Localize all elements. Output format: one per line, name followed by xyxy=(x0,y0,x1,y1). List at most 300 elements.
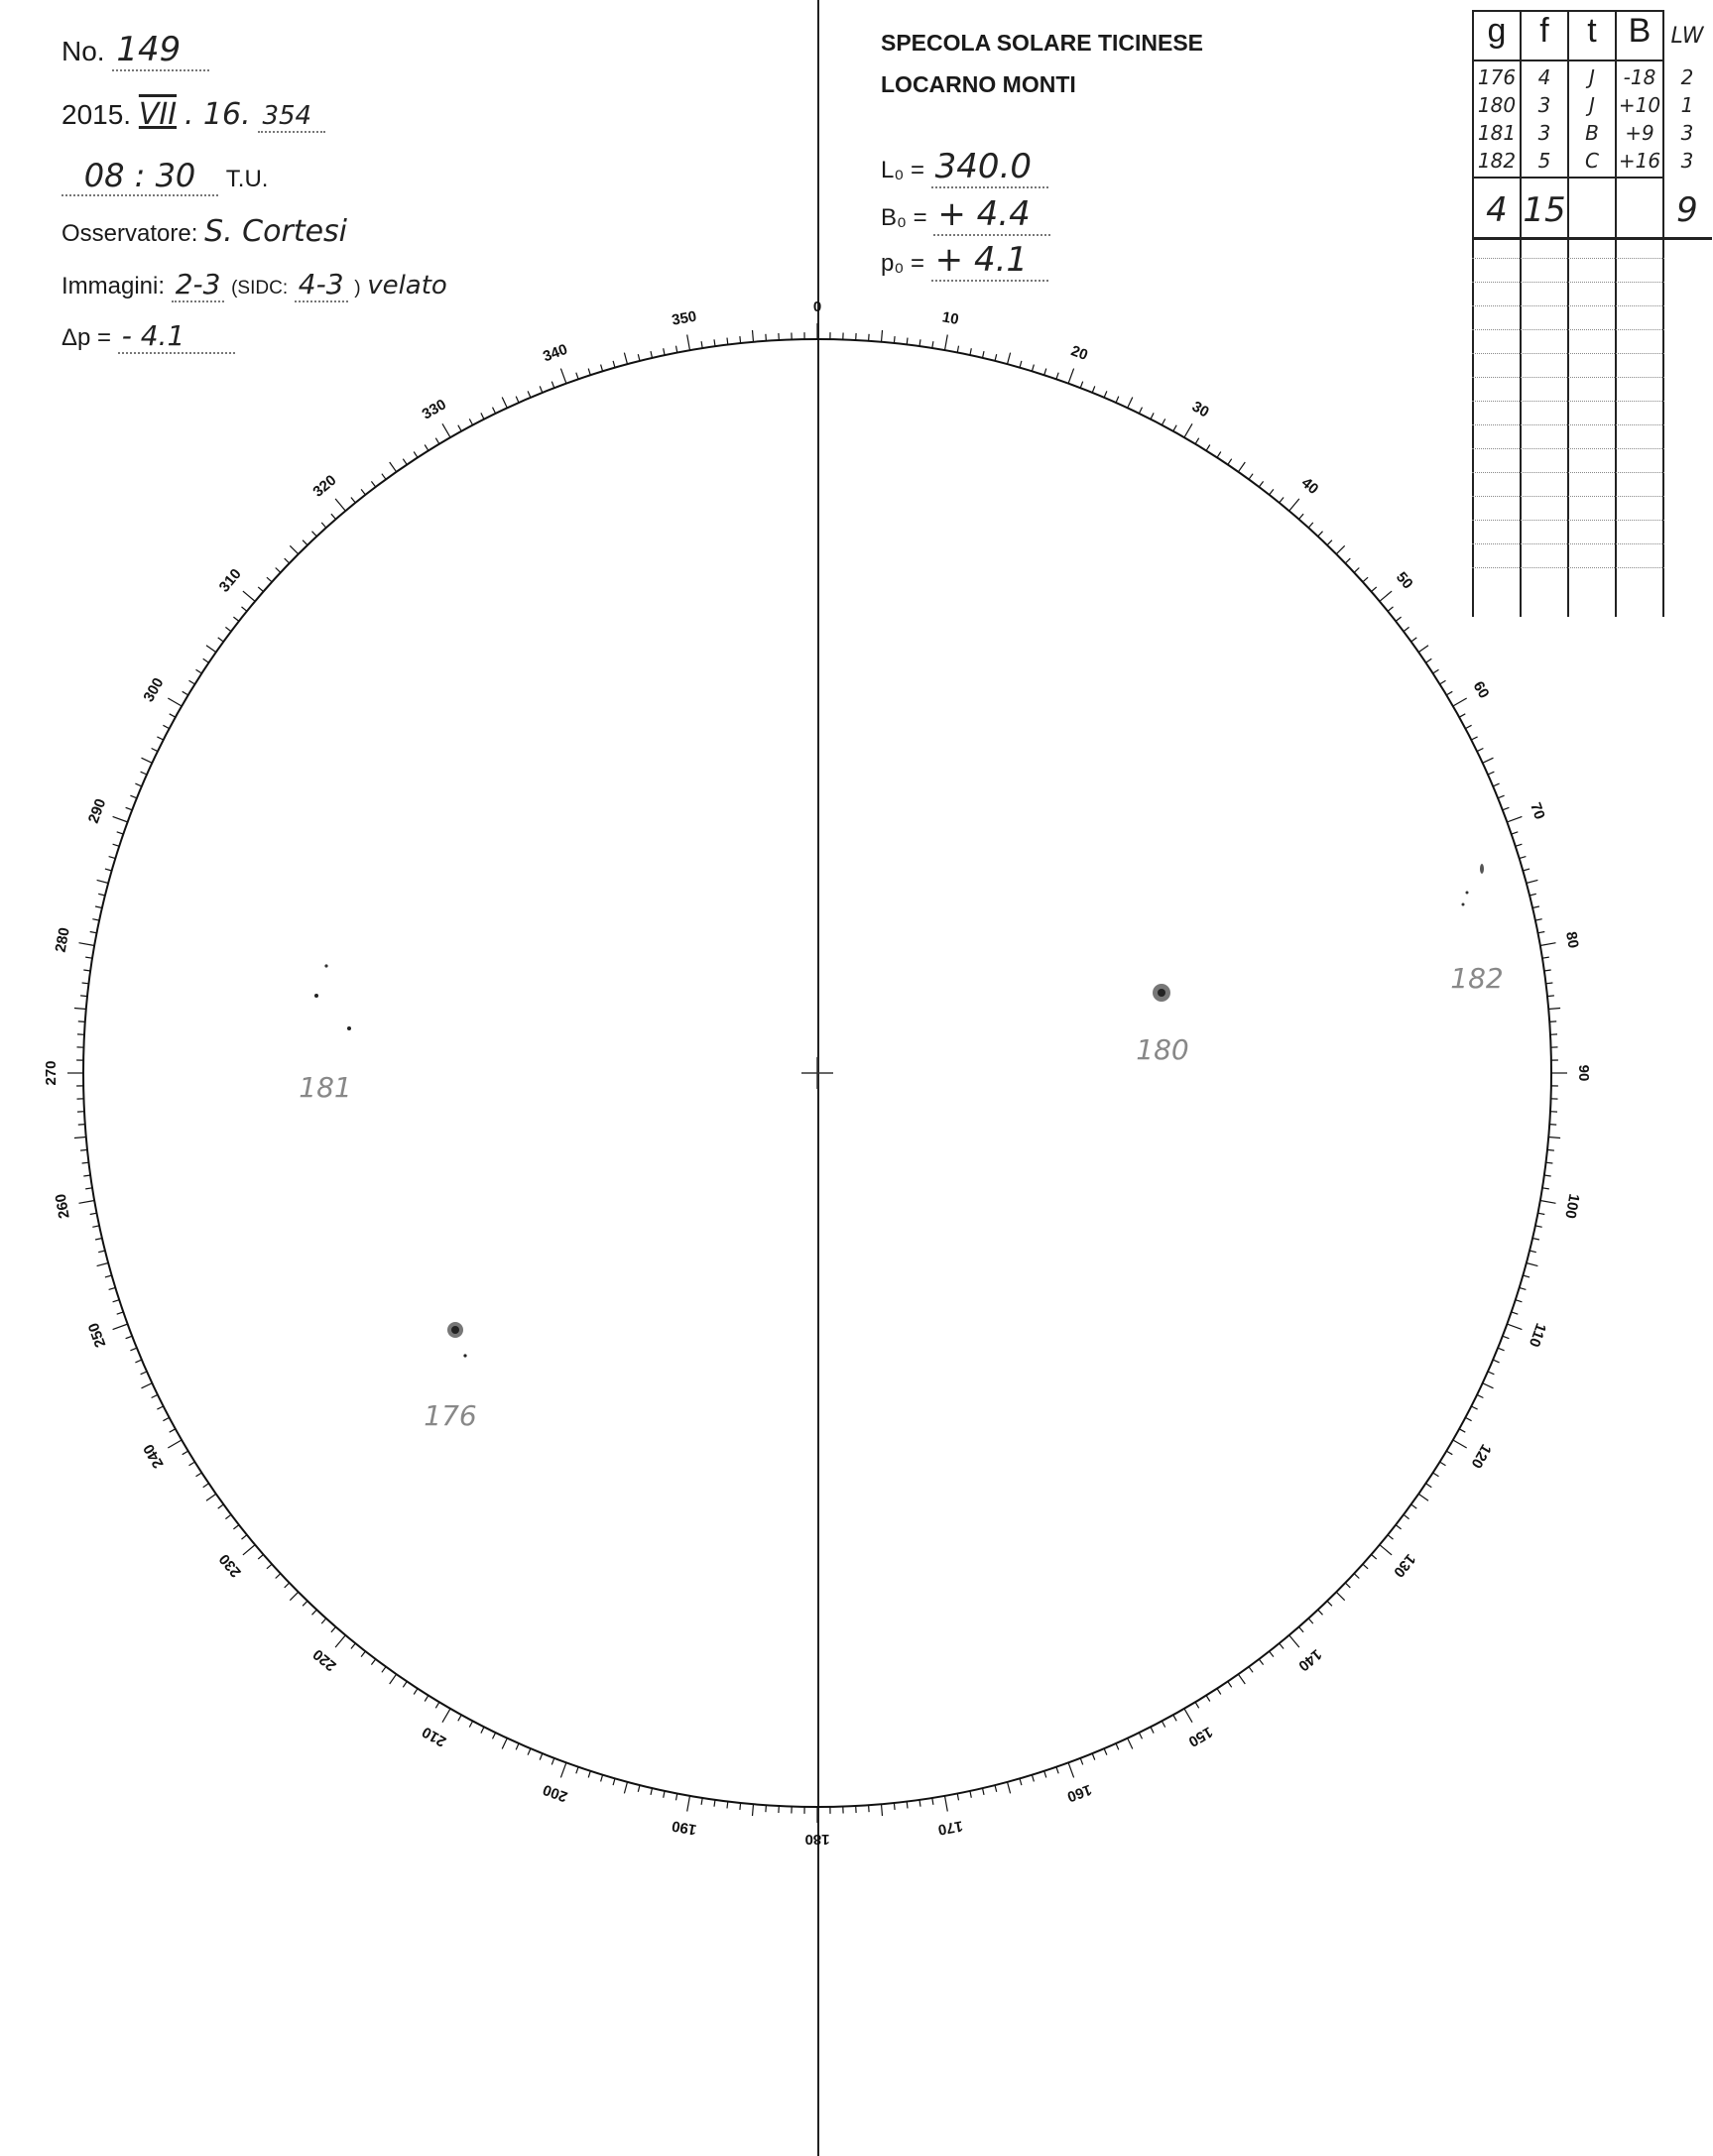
limb-tick xyxy=(276,568,281,573)
limb-tick xyxy=(403,1682,407,1688)
limb-tick xyxy=(1151,1727,1154,1733)
limb-degree-label: 60 xyxy=(1469,678,1493,702)
limb-tick xyxy=(303,1601,307,1606)
limb-tick xyxy=(170,714,176,717)
limb-tick xyxy=(1388,1535,1393,1539)
limb-degree-label: 310 xyxy=(215,565,245,596)
table-cell: J xyxy=(1589,93,1595,117)
limb-tick xyxy=(1512,832,1519,834)
limb-tick xyxy=(130,795,137,798)
date-year: 2015. xyxy=(61,99,132,130)
limb-tick xyxy=(90,932,97,933)
limb-tick xyxy=(183,1451,188,1455)
limb-tick xyxy=(78,1021,85,1022)
limb-tick xyxy=(502,1738,507,1749)
limb-tick xyxy=(1195,1702,1199,1708)
P0-label: p₀ = xyxy=(881,250,924,277)
limb-tick xyxy=(1299,514,1304,519)
limb-tick xyxy=(142,1383,153,1388)
limb-tick xyxy=(1532,906,1539,908)
table-header-t: t xyxy=(1587,12,1597,50)
limb-degree-label: 70 xyxy=(1527,800,1548,822)
limb-tick xyxy=(1396,617,1402,621)
limb-tick xyxy=(701,1798,702,1805)
limb-tick xyxy=(1080,1758,1083,1765)
limb-tick xyxy=(983,351,985,358)
sunspot-umbra xyxy=(1158,989,1165,997)
time-unit: T.U. xyxy=(225,166,269,192)
limb-tick xyxy=(351,498,355,503)
limb-tick xyxy=(1128,1738,1133,1749)
limb-tick xyxy=(1162,1721,1164,1727)
limb-tick xyxy=(1542,1188,1549,1189)
limb-tick xyxy=(183,691,188,695)
limb-tick xyxy=(1477,749,1483,752)
limb-tick xyxy=(1535,1226,1542,1227)
limb-tick xyxy=(135,1360,141,1363)
limb-tick xyxy=(540,1753,543,1760)
limb-tick xyxy=(740,1803,741,1810)
limb-tick xyxy=(1440,1462,1446,1466)
limb-tick xyxy=(109,1287,116,1289)
limb-tick xyxy=(1537,932,1544,933)
limb-tick xyxy=(687,335,690,351)
B0-value: + 4.4 xyxy=(933,194,1050,236)
limb-tick xyxy=(85,1188,92,1189)
limb-tick xyxy=(458,425,461,431)
limb-degree-label: 200 xyxy=(541,1780,570,1806)
limb-tick xyxy=(528,1748,531,1754)
limb-tick xyxy=(601,365,603,372)
limb-tick xyxy=(945,335,948,351)
limb-tick xyxy=(1544,1175,1551,1176)
limb-tick xyxy=(493,1733,496,1738)
limb-tick xyxy=(957,1793,958,1800)
limb-tick xyxy=(1523,869,1529,871)
limb-degree-label: 270 xyxy=(42,1060,60,1086)
table-cell: J xyxy=(1589,65,1595,89)
limb-tick xyxy=(135,783,141,786)
limb-tick xyxy=(425,445,428,451)
limb-tick xyxy=(80,1149,87,1150)
limb-degree-label: 190 xyxy=(671,1817,698,1839)
limb-tick xyxy=(1527,880,1538,883)
table-cell: +10 xyxy=(1618,93,1661,117)
limb-tick xyxy=(1498,1348,1505,1351)
limb-tick xyxy=(576,1767,578,1774)
limb-tick xyxy=(727,1802,728,1809)
limb-tick xyxy=(1404,627,1409,631)
limb-tick xyxy=(1453,1440,1467,1448)
limb-tick xyxy=(218,638,224,642)
table-cell: 1 xyxy=(1680,93,1694,117)
limb-tick xyxy=(435,1702,439,1708)
limb-tick xyxy=(243,1545,255,1555)
limb-tick xyxy=(957,346,958,353)
limb-tick xyxy=(390,462,397,472)
limb-tick xyxy=(92,1226,99,1227)
limb-tick xyxy=(469,419,472,424)
table-header-g: g xyxy=(1487,12,1507,50)
limb-tick xyxy=(335,499,345,511)
limb-tick xyxy=(1327,1601,1332,1606)
limb-tick xyxy=(1238,1674,1245,1684)
limb-tick xyxy=(203,659,209,662)
limb-tick xyxy=(163,725,169,728)
limb-tick xyxy=(516,397,519,403)
limb-tick xyxy=(1092,386,1095,393)
limb-tick xyxy=(258,1555,263,1560)
limb-tick xyxy=(371,1659,375,1665)
limb-tick xyxy=(152,749,158,752)
limb-tick xyxy=(502,398,507,409)
limb-tick xyxy=(1056,373,1058,380)
limb-tick xyxy=(189,680,195,684)
limb-tick xyxy=(932,1798,933,1805)
images-value: 2-3 xyxy=(172,268,225,302)
limb-tick xyxy=(361,1651,365,1657)
limb-tick xyxy=(766,334,767,341)
limb-tick xyxy=(1535,919,1542,920)
limb-tick xyxy=(932,341,933,348)
limb-tick xyxy=(1433,1473,1439,1477)
images-label: Immagini: xyxy=(61,273,166,299)
limb-degree-label: 10 xyxy=(940,308,960,328)
sunspot-pore xyxy=(347,1026,351,1030)
limb-tick xyxy=(869,334,870,341)
limb-tick xyxy=(82,1162,89,1163)
limb-tick xyxy=(1336,545,1344,553)
limb-tick xyxy=(218,1504,224,1508)
sidc-close: ) xyxy=(354,278,361,299)
limb-tick xyxy=(113,1300,120,1302)
limb-degree-label: 140 xyxy=(1294,1645,1325,1675)
limb-tick xyxy=(551,1758,554,1765)
limb-tick xyxy=(601,1775,603,1782)
limb-tick xyxy=(79,1201,95,1204)
limb-tick xyxy=(1523,1275,1529,1277)
limb-tick xyxy=(1173,1715,1176,1721)
limb-tick xyxy=(894,336,895,343)
delta-p-label: Δp = xyxy=(61,324,112,351)
limb-tick xyxy=(1162,419,1164,424)
limb-tick xyxy=(1426,1484,1432,1488)
table-header-LW: LW xyxy=(1670,24,1704,49)
limb-tick xyxy=(588,1771,590,1778)
limb-tick xyxy=(1354,568,1359,573)
limb-tick xyxy=(1228,459,1232,465)
limb-tick xyxy=(1549,1021,1556,1022)
limb-tick xyxy=(82,983,89,984)
observatory-name: SPECOLA SOLARE TICINESE xyxy=(881,30,1204,56)
observer-label: Osservatore: xyxy=(61,220,198,247)
limb-tick xyxy=(97,1263,109,1266)
limb-tick xyxy=(1289,499,1299,511)
limb-tick xyxy=(168,1440,182,1448)
limb-tick xyxy=(624,353,627,365)
limb-degree-label: 90 xyxy=(1575,1064,1593,1082)
limb-tick xyxy=(613,1778,615,1785)
table-cell: +9 xyxy=(1625,121,1654,145)
limb-tick xyxy=(142,758,153,763)
limb-degree-label: 340 xyxy=(541,340,570,366)
limb-tick xyxy=(1532,1239,1539,1241)
limb-tick xyxy=(469,1721,472,1727)
limb-tick xyxy=(90,1213,97,1214)
sunspot-group-181 xyxy=(299,964,351,1104)
limb-tick xyxy=(1336,1592,1344,1600)
limb-tick xyxy=(1516,1300,1523,1302)
limb-tick xyxy=(1032,365,1034,372)
limb-tick xyxy=(290,1592,298,1600)
limb-tick xyxy=(1318,532,1323,537)
limb-tick xyxy=(1547,1149,1554,1150)
limb-tick xyxy=(1217,452,1221,458)
table-cell: +16 xyxy=(1618,149,1661,173)
limb-tick xyxy=(714,1800,715,1807)
table-cell: 2 xyxy=(1680,65,1694,89)
limb-tick xyxy=(1308,523,1313,528)
limb-tick xyxy=(321,523,326,528)
limb-degree-label: 350 xyxy=(671,307,698,329)
limb-tick xyxy=(1195,438,1199,444)
limb-tick xyxy=(105,869,112,871)
limb-tick xyxy=(753,330,754,342)
limb-tick xyxy=(1493,783,1499,786)
limb-tick xyxy=(481,1727,484,1733)
limb-tick xyxy=(1527,1263,1538,1266)
sunspot-pore xyxy=(324,964,327,967)
limb-tick xyxy=(113,1324,128,1330)
limb-tick xyxy=(117,1312,124,1314)
limb-tick xyxy=(1459,1429,1465,1432)
limb-tick xyxy=(1184,1709,1192,1723)
limb-degree-label: 240 xyxy=(140,1441,168,1472)
limb-tick xyxy=(1380,1545,1392,1555)
limb-tick xyxy=(285,1583,290,1588)
limb-tick xyxy=(551,382,554,389)
limb-tick xyxy=(493,408,496,414)
table-cell: 182 xyxy=(1477,149,1517,173)
limb-tick xyxy=(1529,894,1536,896)
limb-tick xyxy=(1549,1125,1556,1126)
table-cell: 3 xyxy=(1680,121,1694,145)
limb-tick xyxy=(714,339,715,346)
limb-tick xyxy=(613,361,615,368)
limb-tick xyxy=(651,351,653,358)
limb-tick xyxy=(1217,1689,1221,1695)
limb-tick xyxy=(1546,983,1553,984)
limb-tick xyxy=(206,1494,216,1500)
table-cell: 3 xyxy=(1680,149,1694,173)
limb-tick xyxy=(1520,1287,1527,1289)
limb-tick xyxy=(1542,957,1549,958)
limb-tick xyxy=(1483,1383,1494,1388)
limb-tick xyxy=(79,943,95,946)
limb-tick xyxy=(1068,1762,1074,1777)
limb-tick xyxy=(331,1627,336,1632)
limb-degree-label: 100 xyxy=(1561,1192,1583,1220)
limb-tick xyxy=(1270,489,1274,495)
limb-tick xyxy=(970,348,971,355)
table-cell: 3 xyxy=(1537,93,1551,117)
limb-tick xyxy=(638,354,640,361)
limb-degree-label: 160 xyxy=(1064,1780,1094,1806)
limb-tick xyxy=(701,341,702,348)
group-label-176: 176 xyxy=(424,1399,477,1432)
limb-tick xyxy=(1116,1743,1119,1749)
limb-tick xyxy=(1493,1360,1499,1363)
table-header-B: B xyxy=(1628,12,1652,50)
limb-degree-label: 170 xyxy=(936,1817,964,1839)
limb-tick xyxy=(74,1009,86,1010)
P0-value: + 4.1 xyxy=(931,240,1048,282)
limb-tick xyxy=(97,880,109,883)
table-total-groups: 4 xyxy=(1486,190,1508,230)
limb-tick xyxy=(1020,1778,1022,1785)
limb-tick xyxy=(919,339,920,346)
limb-tick xyxy=(1116,397,1119,403)
limb-tick xyxy=(1540,943,1556,946)
limb-tick xyxy=(371,481,375,487)
limb-tick xyxy=(1249,1667,1253,1673)
limb-degree-label: 280 xyxy=(52,926,73,954)
table-cell: 176 xyxy=(1477,65,1517,89)
limb-tick xyxy=(1080,382,1083,389)
limb-tick xyxy=(588,369,590,376)
limb-tick xyxy=(1459,714,1465,717)
limb-degree-label: 120 xyxy=(1467,1441,1495,1472)
limb-tick xyxy=(243,591,255,601)
sunspot-pore xyxy=(1466,892,1469,895)
limb-tick xyxy=(1516,844,1523,846)
limb-tick xyxy=(1453,698,1467,706)
limb-tick xyxy=(78,1125,85,1126)
limb-tick xyxy=(882,330,883,342)
limb-tick xyxy=(109,857,116,859)
limb-tick xyxy=(1465,725,1471,728)
observatory-location: LOCARNO MONTI xyxy=(881,71,1076,97)
table-cell: 181 xyxy=(1477,121,1517,145)
limb-degree-label: 220 xyxy=(309,1645,340,1675)
limb-tick xyxy=(1206,445,1210,451)
limb-tick xyxy=(869,1805,870,1812)
limb-tick xyxy=(1547,996,1554,997)
sunspot-group-180 xyxy=(1136,984,1188,1066)
limb-tick xyxy=(130,1348,137,1351)
B0-label: B₀ = xyxy=(881,204,927,231)
limb-tick xyxy=(1068,369,1074,384)
limb-tick xyxy=(1299,1627,1304,1632)
limb-degree-label: 330 xyxy=(419,396,449,423)
limb-tick xyxy=(1056,1767,1058,1774)
limb-degree-label: 20 xyxy=(1068,342,1090,364)
limb-tick xyxy=(242,1535,247,1539)
L0-value: 340.0 xyxy=(931,147,1048,188)
limb-tick xyxy=(95,906,102,908)
limb-tick xyxy=(516,1743,519,1749)
limb-tick xyxy=(321,1618,326,1623)
limb-tick xyxy=(1270,1651,1274,1657)
limb-tick xyxy=(1372,1555,1377,1560)
limb-tick xyxy=(1372,587,1377,592)
limb-tick xyxy=(919,1800,920,1807)
date-day: . 16. xyxy=(184,97,251,132)
limb-tick xyxy=(168,698,182,706)
limb-tick xyxy=(894,1803,895,1810)
limb-tick xyxy=(1426,659,1432,662)
limb-tick xyxy=(196,1473,202,1477)
limb-tick xyxy=(1206,1696,1210,1702)
limb-tick xyxy=(361,489,365,495)
limb-tick xyxy=(1488,772,1494,775)
limb-tick xyxy=(882,1804,883,1816)
limb-tick xyxy=(1020,361,1022,368)
sunspot-group-182 xyxy=(1450,864,1503,995)
limb-tick xyxy=(1388,607,1393,611)
limb-tick xyxy=(1411,638,1417,642)
limb-tick xyxy=(85,957,92,958)
limb-tick xyxy=(1044,1771,1046,1778)
limb-tick xyxy=(163,1417,169,1420)
sunspot-penumbra xyxy=(1480,864,1484,874)
limb-tick xyxy=(1498,795,1505,798)
limb-tick xyxy=(141,772,147,775)
limb-tick xyxy=(1104,1748,1107,1754)
limb-tick xyxy=(740,336,741,343)
limb-degree-label: 110 xyxy=(1525,1320,1550,1350)
group-label-180: 180 xyxy=(1136,1033,1189,1066)
limb-tick xyxy=(290,545,298,553)
limb-tick xyxy=(481,413,484,419)
table-cell: -18 xyxy=(1623,65,1656,89)
limb-tick xyxy=(1418,646,1428,653)
limb-tick xyxy=(1259,1659,1263,1665)
limb-degree-label: 40 xyxy=(1297,474,1322,499)
limb-tick xyxy=(1238,462,1245,472)
limb-tick xyxy=(528,391,531,397)
limb-tick xyxy=(907,338,908,345)
limb-tick xyxy=(157,737,163,740)
limb-tick xyxy=(1433,669,1439,673)
limb-tick xyxy=(382,1667,386,1673)
limb-tick xyxy=(105,1275,112,1277)
date-month: VII xyxy=(138,97,178,132)
limb-tick xyxy=(560,369,566,384)
limb-tick xyxy=(83,970,90,971)
time-value: 08 : 30 xyxy=(61,157,218,196)
limb-tick xyxy=(676,1793,677,1800)
limb-tick xyxy=(117,832,124,834)
limb-tick xyxy=(1520,857,1527,859)
limb-tick xyxy=(1345,1583,1350,1588)
limb-tick xyxy=(1318,1610,1323,1615)
sunspot-pore xyxy=(1462,903,1465,906)
limb-degree-label: 320 xyxy=(309,471,340,501)
limb-tick xyxy=(1503,807,1510,810)
limb-degree-label: 50 xyxy=(1392,568,1416,593)
table-cell: 4 xyxy=(1537,65,1551,89)
limb-tick xyxy=(312,1610,317,1615)
limb-tick xyxy=(1471,1406,1477,1409)
limb-tick xyxy=(203,1484,209,1488)
number-label: No. xyxy=(61,36,105,66)
limb-tick xyxy=(1008,1782,1011,1794)
limb-tick xyxy=(1345,558,1350,563)
limb-tick xyxy=(276,1574,281,1579)
limb-tick xyxy=(113,816,128,822)
limb-tick xyxy=(258,587,263,592)
